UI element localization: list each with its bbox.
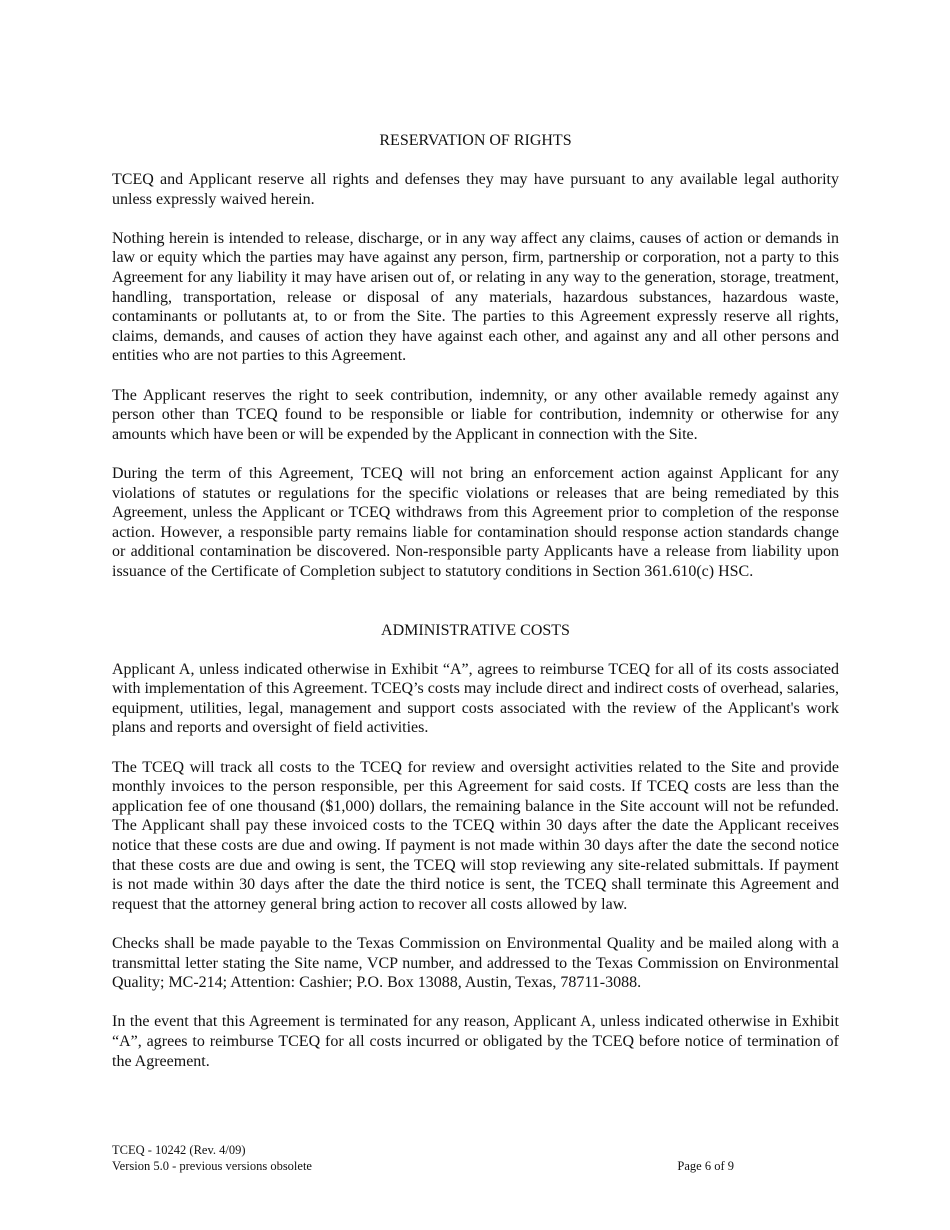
paragraph: During the term of this Agreement, TCEQ will not bring an enforcement action against Applicant for any violations of statutes or regulations for the specific violations or releases that are being remediated by this Agreement, unless the Applicant or TCEQ withdraws from this Agreement prior to completion of the response action. However, a responsible party remains liable for contamination should response action standards change or additional contamination be discovered. Non-responsible party Applicants have a release from liability upon issuance of the Certificate of Completion subject to statutory conditions in Section 361.610(c) HSC. <box>112 464 839 580</box>
paragraph: The Applicant reserves the right to seek contribution, indemnity, or any other available remedy against any person other than TCEQ found to be responsible or liable for contribution, indemnity or otherwise for any amounts which have been or will be expended by the Applicant in connection with the Site. <box>112 386 839 443</box>
section-heading: ADMINISTRATIVE COSTS <box>381 621 570 639</box>
section-administrative-costs <box>112 621 839 1071</box>
paragraph: In the event that this Agreement is terminated for any reason, Applicant A, unless indicated otherwise in Exhibit “A”, agrees to reimburse TCEQ for all costs incurred or obligated by the TCEQ before notice of termination of the Agreement. <box>112 1013 839 1070</box>
footer-form-id: TCEQ - 10242 (Rev. 4/09) <box>112 1143 246 1157</box>
section-reservation-of-rights <box>112 131 839 581</box>
paragraph: Checks shall be made payable to the Texas Commission on Environmental Quality and be mailed along with a transmittal letter stating the Site name, VCP number, and addressed to the Texas Commission on Environmental Quality; MC-214; Attention: Cashier; P.O. Box 13088, Austin, Texas, 78711-3088. <box>112 934 839 992</box>
section-spacer <box>112 601 839 621</box>
page-footer <box>112 1143 734 1174</box>
paragraph: The TCEQ will track all costs to the TCEQ for review and oversight activities related to the Site and provide monthly invoices to the person responsible, per this Agreement for said costs. If TCEQ costs are less than the application fee of one thousand ($1,000) dollars, the remaining balance in the Site account will not be refunded. The Applicant shall pay these invoiced costs to the TCEQ within 30 days after the date the Applicant receives notice that these costs are due and owing. If payment is not made within 30 days after the date the second notice that these costs are due and owing is sent, the TCEQ will stop reviewing any site-related submittals. If payment is not made within 30 days after the date the third notice is sent, the TCEQ shall terminate this Agreement and request that the attorney general bring action to recover all costs allowed by law. <box>112 758 839 913</box>
page-number: Page 6 of 9 <box>677 1158 734 1173</box>
document-page <box>112 131 839 1091</box>
paragraph: TCEQ and Applicant reserve all rights and defenses they may have pursuant to any available legal authority unless expressly waived herein. <box>112 171 839 208</box>
footer-row <box>112 1159 734 1175</box>
paragraph: Applicant A, unless indicated otherwise in Exhibit “A”, agrees to reimburse TCEQ for all of its costs associated with implementation of this Agreement. TCEQ’s costs may include direct and indirect costs of overhead, salaries, equipment, utilities, legal, management and support costs associated with the review of the Applicant's work plans and reports and oversight of field activities. <box>112 660 839 737</box>
footer-version: Version 5.0 - previous versions obsolete <box>112 1158 312 1173</box>
section-heading: RESERVATION OF RIGHTS <box>379 132 572 149</box>
paragraph: Nothing herein is intended to release, discharge, or in any way affect any claims, causes of action or demands in law or equity which the parties may have against any person, firm, partnership or corporation, not a party to this Agreement for any liability it may have arisen out of, or relating in any way to the generation, storage, treatment, handling, transportation, release or disposal of any materials, hazardous substances, hazardous waste, contaminants or pollutants at, to or from the Site. The parties to this Agreement expressly reserve all rights, claims, demands, and causes of action they have against each other, and against any and all other persons and entities who are not parties to this Agreement. <box>112 229 839 365</box>
